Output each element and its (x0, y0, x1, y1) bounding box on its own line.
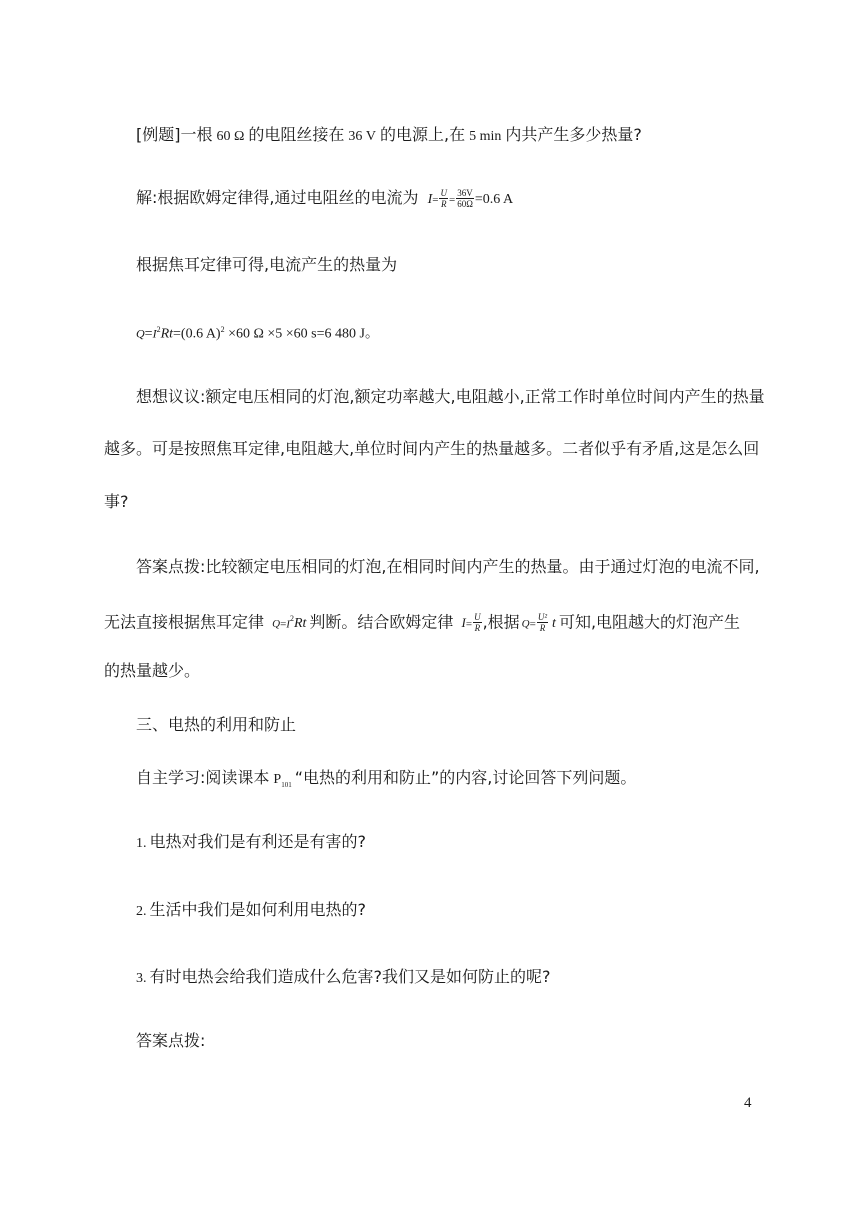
discussion-line-1: 想想议议:额定电压相同的灯泡,额定功率越大,电阻越小,正常工作时单位时间内产生的热量 (136, 387, 765, 406)
answer-line-1: 答案点拨:比较额定电压相同的灯泡,在相同时间内产生的热量。由于通过灯泡的电流不同, (136, 557, 760, 576)
joule-law-line: 根据焦耳定律可得,电流产生的热量为 (136, 255, 398, 274)
answer-line-2: 无法直接根据焦耳定律 $Q=I^2Rt$ 判断。结合欧姆定律 I= $\frac{U}{R}$ ,根据 Q= $\frac{\text{U²}}{R}$ t 可知,电阻越大的灯泡产生 (104, 612, 741, 634)
answer-line-3: 的热量越少。 (104, 661, 201, 680)
solution-line: 解:根据欧姆定律得,通过电阻丝的电流为 I= $\frac{U}{R}$ = $\frac{36V}{60\Omega}$ =0.6 A (136, 188, 514, 209)
page-number: 4 (744, 1095, 752, 1111)
section-heading: 三、电热的利用和防止 (136, 715, 297, 734)
heat-formula: $Q=I^2Rt=(0.6$ A)$^2$ ×60 Ω ×5 ×60 s=6 480 J。 (136, 325, 379, 342)
self-study-line: 自主学习:阅读课本 $P_{101}$ “电热的利用和防止”的内容,讨论回答下列问题。 (136, 768, 637, 790)
discussion-line-2: 越多。可是按照焦耳定律,电阻越大,单位时间内产生的热量越多。二者似乎有矛盾,这是怎么回 (104, 439, 760, 458)
example-question: [例题]一根 60 Ω 的电阻丝接在 36 V 的电源上,在 5 min 内共产生多少热量? (136, 125, 642, 144)
question-2: 2. 生活中我们是如何利用电热的? (136, 900, 366, 919)
answer-hint-label: 答案点拨: (136, 1031, 206, 1050)
ohm-fraction: $\frac{U}{R}$ (440, 188, 447, 209)
power-fraction: $\frac{\text{U²}}{R}$ (537, 612, 548, 634)
question-3: 3. 有时电热会给我们造成什么危害?我们又是如何防止的呢? (136, 967, 551, 986)
discussion-line-3: 事? (104, 492, 129, 511)
value-fraction: $\frac{36V}{60\Omega}$ (457, 188, 473, 209)
question-1: 1. 电热对我们是有利还是有害的? (136, 832, 366, 851)
ohm-fraction-2: $\frac{U}{R}$ (474, 612, 481, 634)
